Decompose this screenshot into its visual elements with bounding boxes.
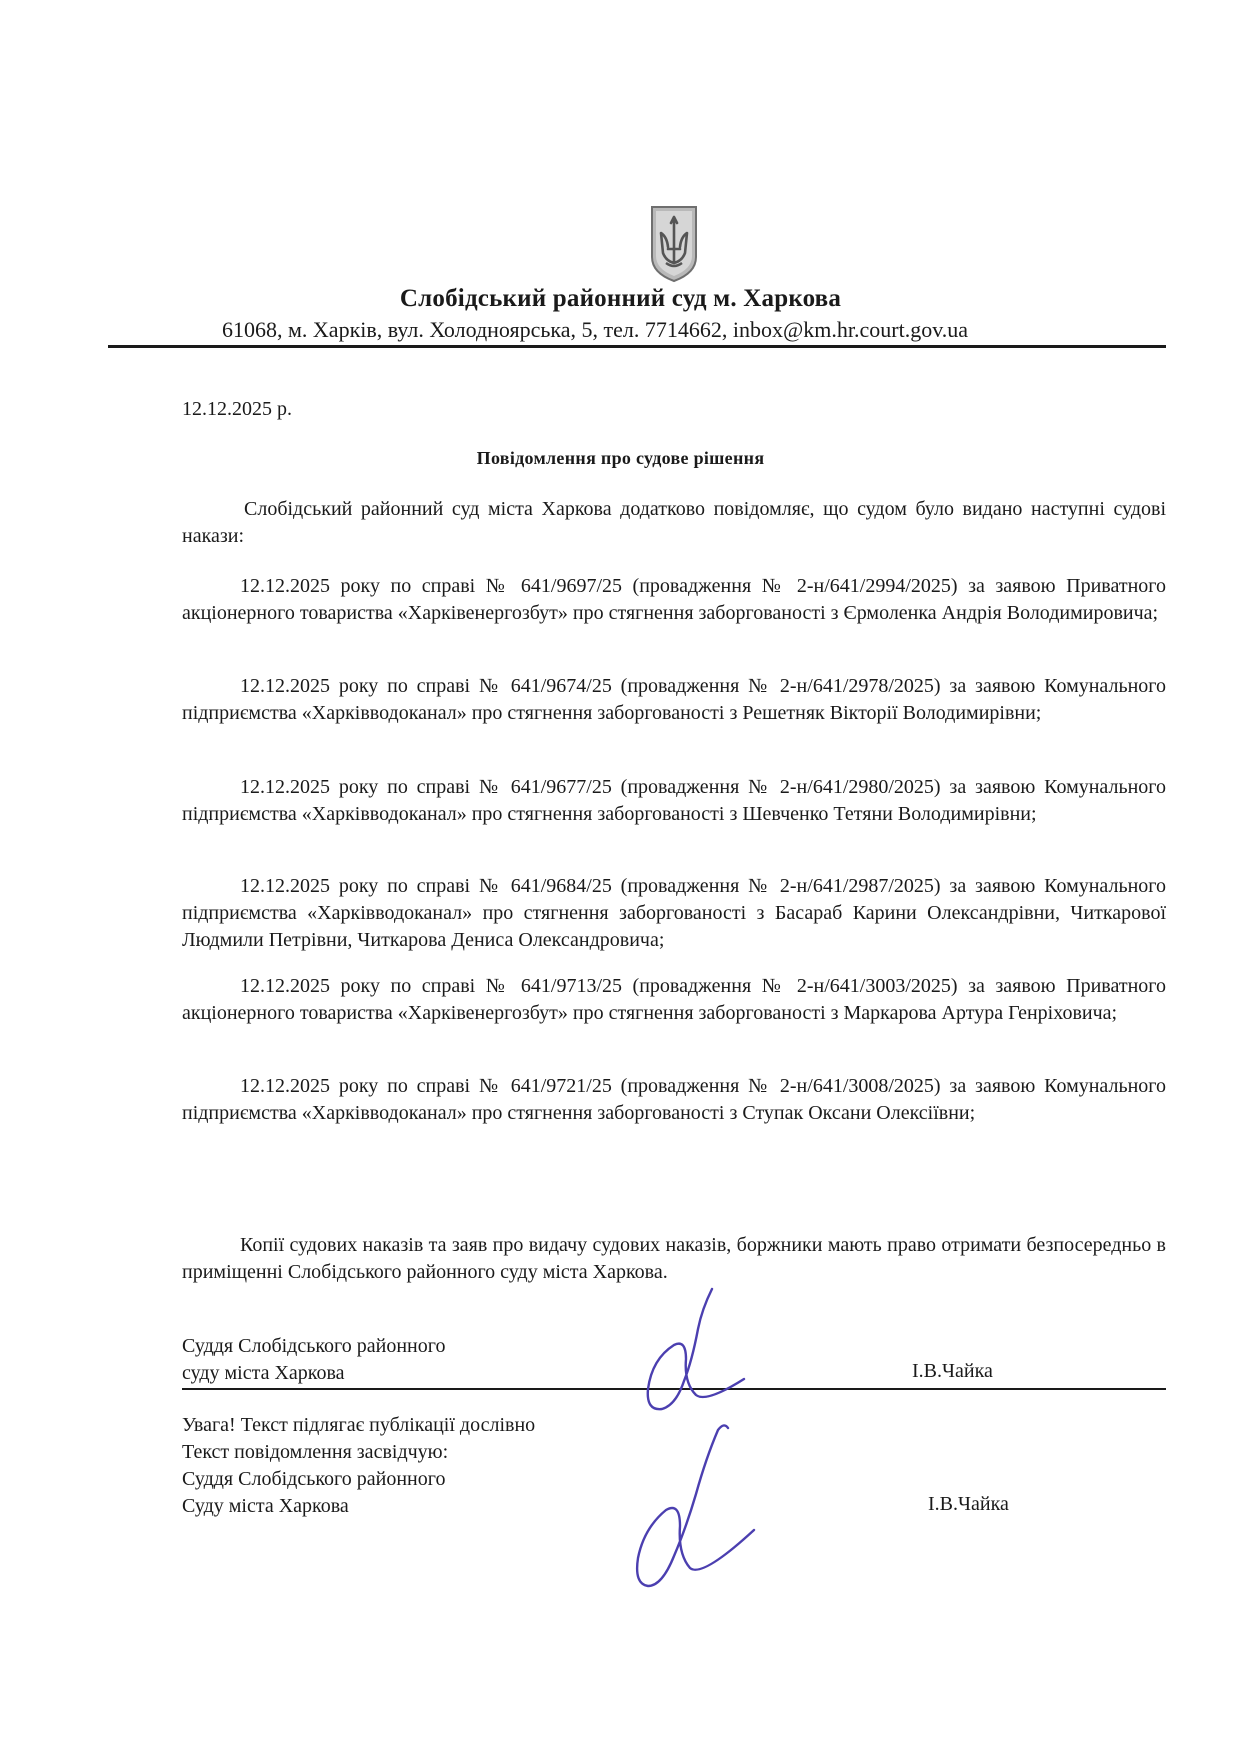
judge-title <box>182 1333 445 1387</box>
handwritten-signature-icon <box>630 1418 760 1593</box>
judge-title-line: Суддя Слобідського районного <box>182 1335 446 1357</box>
order-paragraph <box>182 774 1166 828</box>
intro-paragraph <box>182 496 1166 550</box>
certify-judge-line: Суддя Слобідського районного <box>182 1468 446 1490</box>
closing-text: Копії судових наказів та заяв про видачу судових наказів, боржники мають право отримати безпосередньо в приміщенні Слобідського районного суду міста Харкова. <box>182 1234 1166 1283</box>
order-text: 12.12.2025 року по справі № 641/9713/25 (провадження № 2-н/641/3003/2025) за заявою Приватного акціонерного товариства «Харківенергозбут» про стягнення заборгованості з Маркарова Артура Генріховича; <box>182 975 1166 1024</box>
intro-text: Слобідський районний суд міста Харкова додатково повідомляє, що судом було видано наступні судові накази: <box>182 498 1166 547</box>
certify-judge-line: Суду міста Харкова <box>182 1495 349 1517</box>
order-paragraph <box>182 573 1166 627</box>
handwritten-signature-icon <box>640 1285 750 1420</box>
order-paragraph <box>182 673 1166 727</box>
order-paragraph <box>182 873 1166 954</box>
order-paragraph <box>182 973 1166 1027</box>
judge-title-line: суду міста Харкова <box>182 1362 345 1384</box>
order-text: 12.12.2025 року по справі № 641/9684/25 (провадження № 2-н/641/2987/2025) за заявою Комунального підприємства «Харківводоканал» про стягнення заборгованості з Басараб Карини Олександрівни, Читкарової Людмили Петрівни, Читкарова Дениса Олександровича; <box>182 875 1166 951</box>
order-text: 12.12.2025 року по справі № 641/9721/25 (провадження № 2-н/641/3008/2025) за заявою Комунального підприємства «Харківводоканал» про стягнення заборгованості з Ступак Оксани Олексіївни; <box>182 1075 1166 1124</box>
certification-block <box>182 1412 535 1520</box>
document-title: Повідомлення про судове рішення <box>476 448 765 468</box>
court-contacts: 61068, м. Харків, вул. Холодноярська, 5, тел. 7714662, inbox@km.hr.court.gov.ua <box>222 317 969 342</box>
order-text: 12.12.2025 року по справі № 641/9697/25 (провадження № 2-н/641/2994/2025) за заявою Приватного акціонерного товариства «Харківенергозбут» про стягнення заборгованості з Єрмоленка Андрія Володимировича; <box>182 575 1166 624</box>
court-name: Слобідський районний суд м. Харкова <box>399 285 842 312</box>
order-text: 12.12.2025 року по справі № 641/9674/25 (провадження № 2-н/641/2978/2025) за заявою Комунального підприємства «Харківводоканал» про стягнення заборгованості з Решетняк Вікторії Володимирівни; <box>182 675 1166 724</box>
order-paragraph <box>182 1073 1166 1127</box>
order-text: 12.12.2025 року по справі № 641/9677/25 (провадження № 2-н/641/2980/2025) за заявою Комунального підприємства «Харківводоканал» про стягнення заборгованості з Шевченко Тетяни Володимирівни; <box>182 776 1166 825</box>
certify-line: Текст повідомлення засвідчую: <box>182 1441 449 1463</box>
closing-paragraph <box>182 1232 1166 1286</box>
header-divider <box>108 345 1166 348</box>
judge-name: І.В.Чайка <box>912 1360 993 1382</box>
document-date: 12.12.2025 р. <box>182 398 292 420</box>
trident-coat-of-arms-icon <box>648 203 700 285</box>
certify-judge-name: І.В.Чайка <box>928 1493 1009 1515</box>
publication-notice: Увага! Текст підлягає публікації дослівно <box>182 1414 536 1436</box>
